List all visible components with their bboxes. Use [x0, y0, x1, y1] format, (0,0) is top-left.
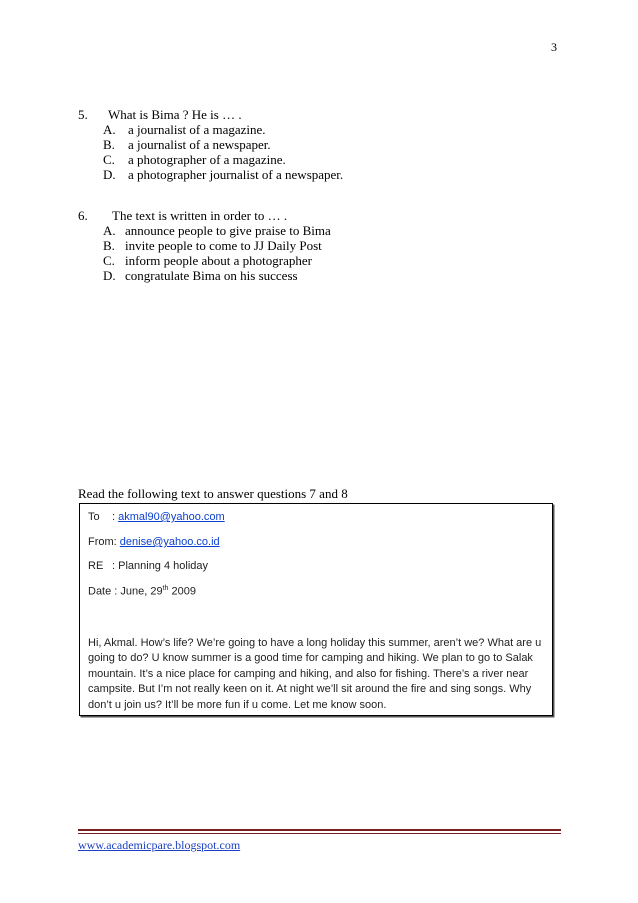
email-to-line — [88, 511, 225, 523]
footer-divider-thin — [78, 833, 561, 834]
option-a — [103, 223, 331, 238]
date-suffix: th — [162, 585, 169, 592]
to-label: To — [88, 511, 100, 523]
question-6 — [78, 208, 331, 283]
email-subject-line — [88, 560, 208, 572]
email-from-line — [88, 536, 220, 548]
option-letter: D. — [103, 268, 116, 283]
option-a — [103, 122, 343, 137]
subject-value: : Planning 4 holiday — [112, 560, 209, 572]
footer-divider — [78, 829, 561, 831]
date-year: 2009 — [168, 585, 196, 598]
re-label: RE — [88, 560, 104, 572]
option-text: congratulate Bima on his success — [125, 268, 298, 283]
option-d — [103, 268, 331, 283]
option-b — [103, 137, 343, 152]
option-letter: B. — [103, 137, 115, 152]
option-b — [103, 238, 331, 253]
option-letter: D. — [103, 167, 116, 182]
option-letter: A. — [103, 122, 116, 137]
option-c — [103, 152, 343, 167]
from-email-link[interactable]: denise@yahoo.co.id — [119, 536, 220, 548]
question-stem: What is Bima ? He is … . — [108, 107, 242, 122]
footer-website-link[interactable]: www.academicpare.blogspot.com — [78, 838, 241, 852]
option-text: a photographer of a magazine. — [128, 152, 286, 167]
option-text: a photographer journalist of a newspaper. — [128, 167, 344, 182]
email-text-box — [79, 503, 553, 716]
option-text: announce people to give praise to Bima — [125, 223, 331, 238]
option-text: a journalist of a newspaper. — [128, 137, 271, 152]
email-date-line — [88, 585, 196, 598]
to-separator: : — [112, 511, 116, 523]
question-number: 6. — [78, 208, 88, 223]
to-email-link[interactable]: akmal90@yahoo.com — [118, 511, 225, 523]
from-label: From: — [88, 536, 117, 548]
option-text: invite people to come to JJ Daily Post — [125, 238, 322, 253]
option-letter: C. — [103, 253, 115, 268]
reading-instruction: Read the following text to answer questions 7 and 8 — [78, 486, 348, 501]
option-text: inform people about a photographer — [125, 253, 312, 268]
option-letter: A. — [103, 223, 116, 238]
option-d — [103, 167, 343, 182]
option-text: a journalist of a magazine. — [128, 122, 266, 137]
option-letter: C. — [103, 152, 115, 167]
option-c — [103, 253, 331, 268]
question-stem: The text is written in order to … . — [112, 208, 288, 223]
question-5 — [78, 107, 343, 182]
option-letter: B. — [103, 238, 115, 253]
page-number: 3 — [551, 40, 557, 54]
date-label: Date : June, 29 — [88, 585, 163, 598]
question-number: 5. — [78, 107, 88, 122]
email-body: Hi, Akmal. How’s life? We’re going to have a long holiday this summer, aren’t we? What are u going to do? U know summer is a good time for camping and hiking. We plan to go to Salak mountain. It’s a nice place for camping and hiking, and also for fishing. There’s a river near campsite. But I’m not really keen on it. At night we’ll sit around the fire and sing songs. Why don’t u join us? It’ll be more fun if u come. Let me know soon. — [88, 637, 542, 711]
